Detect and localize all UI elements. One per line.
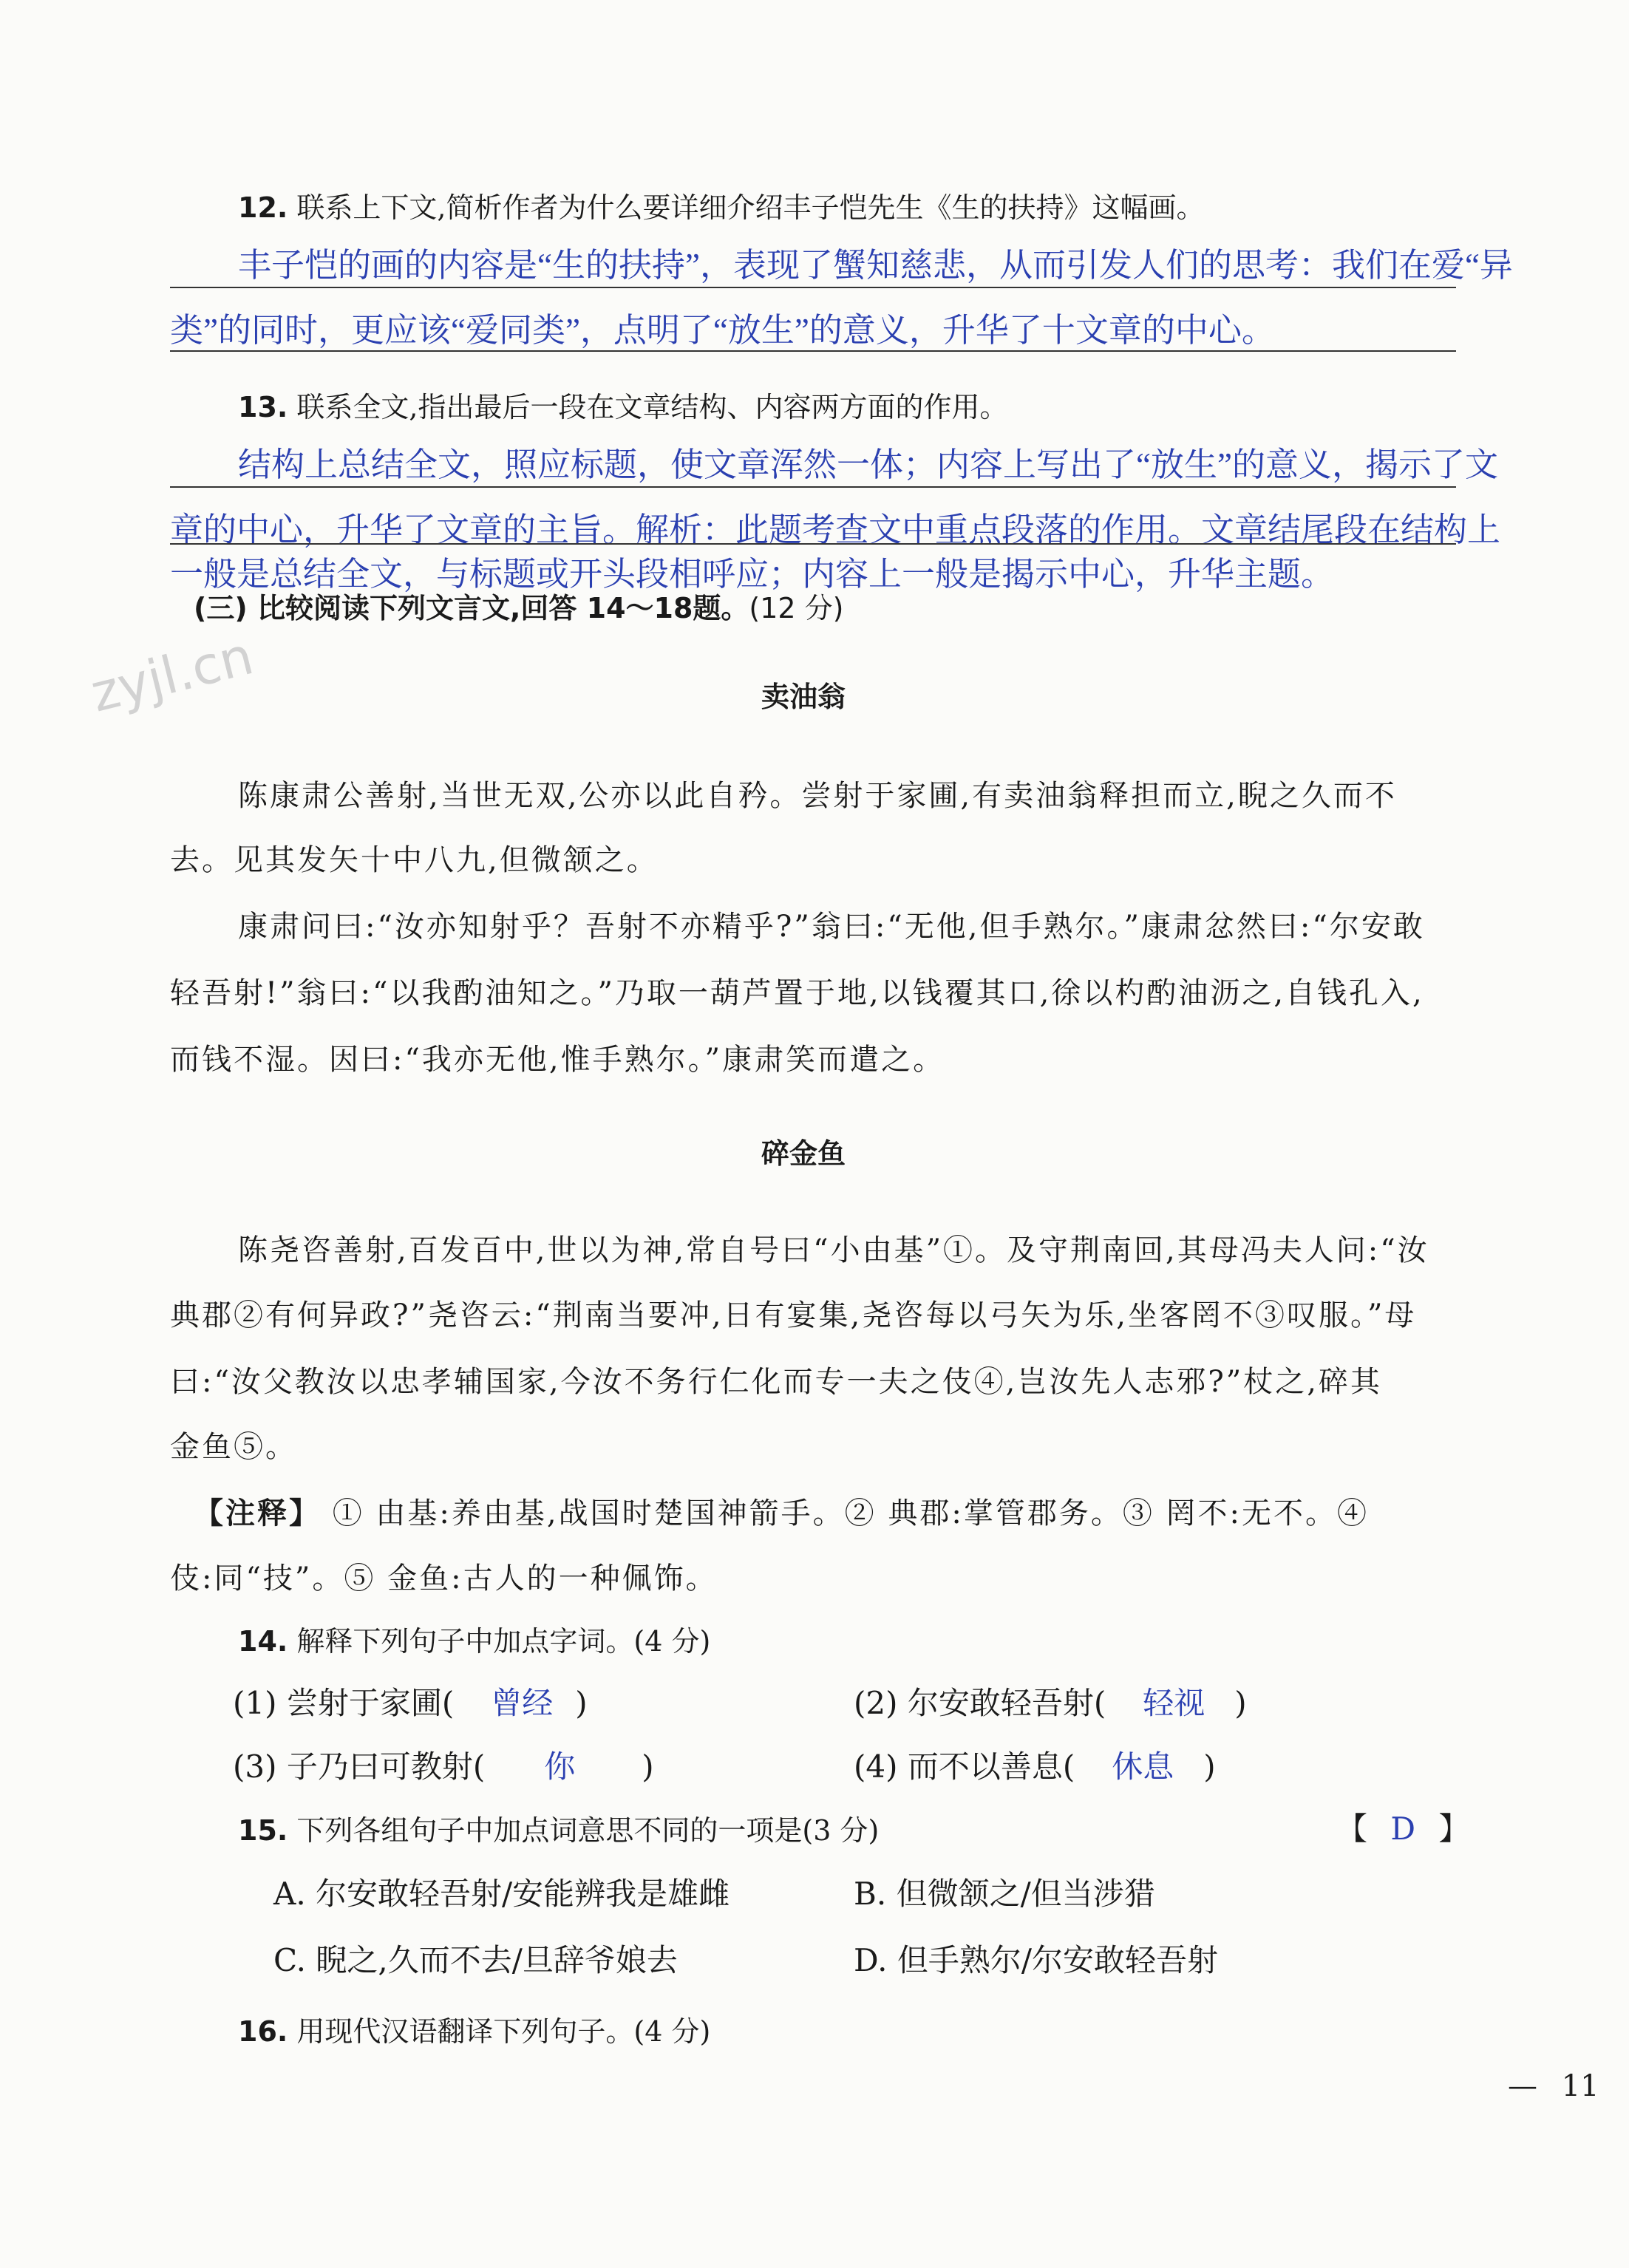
q12-answer-rule-2 <box>170 350 1456 352</box>
q15-text: 下列各组句子中加点词意思不同的一项是(3 分) <box>296 1814 880 1847</box>
notes-label: 【注释】 <box>194 1496 321 1530</box>
q13-answer-line-3: 一般是总结全文，与标题或开头段相呼应；内容上一般是揭示中心，升华主题。 <box>170 556 1335 593</box>
q12-number: 12. <box>238 191 288 224</box>
notes-line-1 <box>194 1490 1369 1532</box>
page-dash: — <box>1508 2069 1537 2103</box>
notes-text-1: ① 由基:养由基,战国时楚国神箭手。② 典郡:掌管郡务。③ 罔不:无不。④ <box>332 1496 1370 1530</box>
q14-item-2-close: ) <box>1234 1685 1247 1721</box>
passage2-line-3: 曰:“汝父教汝以忠孝辅国家,今汝不务行仁化而专一夫之伎④,岂汝先人志邪?”杖之,碎其 <box>170 1365 1382 1399</box>
page-number-value: 11 <box>1561 2069 1599 2103</box>
q12-answer-line-2: 类”的同时，更应该“爱同类”，点明了“放生”的意义，升华了十文章的中心。 <box>170 312 1275 349</box>
passage2-title: 碎金鱼 <box>761 1137 846 1170</box>
passage1-line-4: 轻吾射!”翁曰:“以我酌油知之。”乃取一葫芦置于地,以钱覆其口,徐以杓酌油沥之,自钱孔入, <box>170 976 1424 1010</box>
q14-prompt <box>238 1618 710 1659</box>
q12-answer-line-1: 丰子恺的画的内容是“生的扶持”，表现了蟹知慈悲，从而引发人们的思考：我们在爱“异 <box>238 247 1513 284</box>
passage1-line-5: 而钱不湿。因曰:“我亦无他,惟手熟尔。”康肃笑而遣之。 <box>170 1043 945 1077</box>
passage1-line-1: 陈康肃公善射,当世无双,公亦以此自矜。尝射于家圃,有卖油翁释担而立,睨之久而不 <box>238 779 1397 813</box>
q14-item-4-label: (4) 而不以善息( <box>854 1748 1075 1785</box>
q14-item-1-answer: 曾经 <box>491 1685 554 1721</box>
q13-answer-line-2: 章的中心，升华了文章的主旨。解析：此题考查文中重点段落的作用。文章结尾段在结构上 <box>170 511 1501 548</box>
section-3-heading <box>194 585 844 626</box>
q13-answer-rule-2 <box>170 543 1456 545</box>
q14-item-2 <box>854 1679 1247 1723</box>
q12-answer-rule-1 <box>170 287 1456 288</box>
q15-option-c[interactable]: C. 睨之,久而不去/旦辞爷娘去 <box>273 1942 678 1978</box>
q15-option-b[interactable]: B. 但微颔之/但当涉猎 <box>854 1876 1155 1912</box>
q15-bracket-close: 】 <box>1438 1811 1470 1847</box>
q15-answer-bracket <box>1336 1805 1469 1849</box>
q16-number: 16. <box>238 2015 288 2048</box>
passage1-title: 卖油翁 <box>761 681 846 713</box>
q14-item-4-answer: 休息 <box>1112 1748 1174 1785</box>
q14-item-2-label: (2) 尔安敢轻吾射( <box>854 1685 1106 1721</box>
q15-option-a[interactable]: A. 尔安敢轻吾射/安能辨我是雄雌 <box>273 1876 730 1912</box>
watermark: zyjl.cn <box>85 625 259 724</box>
passage2-line-1: 陈尧咨善射,百发百中,世以为神,常自号曰“小由基”①。及守荆南回,其母冯夫人问:“汝 <box>238 1233 1429 1267</box>
q14-item-1-close: ) <box>575 1685 588 1721</box>
q14-item-1 <box>233 1679 588 1723</box>
q14-text: 解释下列句子中加点字词。(4 分) <box>296 1625 711 1658</box>
q13-prompt <box>238 384 1008 425</box>
q14-number: 14. <box>238 1625 288 1658</box>
q14-item-4 <box>854 1743 1216 1787</box>
q13-text: 联系全文,指出最后一段在文章结构、内容两方面的作用。 <box>296 391 1008 423</box>
q13-number: 13. <box>238 391 288 423</box>
q14-item-1-label: (1) 尝射于家圃( <box>233 1685 455 1721</box>
q15-answer: D <box>1390 1811 1416 1847</box>
section-3-label: (三) 比较阅读下列文言文,回答 <box>194 592 577 624</box>
passage1-line-2: 去。见其发矢十中八九,但微颔之。 <box>170 843 659 877</box>
q12-text: 联系上下文,简析作者为什么要详细介绍丰子恺先生《生的扶持》这幅画。 <box>296 191 1205 224</box>
q14-item-3-answer: 你 <box>544 1748 576 1785</box>
passage2-line-2: 典郡②有何异政?”尧咨云:“荆南当要冲,日有宴集,尧咨每以弓矢为乐,坐客罔不③叹服。”母 <box>170 1298 1417 1332</box>
section-3-tail: 题。 <box>693 592 749 624</box>
q14-item-3-close: ) <box>642 1748 654 1785</box>
q16-prompt <box>238 2009 710 2049</box>
page-number <box>1508 2069 1599 2103</box>
q15-bracket-open: 【 <box>1336 1811 1368 1847</box>
q15-prompt <box>238 1808 879 1848</box>
q13-answer-line-1: 结构上总结全文，照应标题，使文章浑然一体；内容上写出了“放生”的意义，揭示了文 <box>238 446 1498 483</box>
section-3-range: 14～18 <box>586 592 693 624</box>
q14-item-2-answer: 轻视 <box>1143 1685 1205 1721</box>
q15-number: 15. <box>238 1814 288 1847</box>
section-3-score: (12 分) <box>749 592 844 624</box>
q12-prompt <box>238 185 1205 225</box>
notes-line-2: 伎:同“技”。⑤ 金鱼:古人的一种佩饰。 <box>170 1562 718 1596</box>
q14-item-4-close: ) <box>1203 1748 1216 1785</box>
q14-item-3 <box>233 1743 654 1787</box>
q14-item-3-label: (3) 子乃曰可教射( <box>233 1748 486 1785</box>
q16-text: 用现代汉语翻译下列句子。(4 分) <box>296 2015 711 2048</box>
passage2-line-4: 金鱼⑤。 <box>170 1430 297 1464</box>
passage1-line-3: 康肃问曰:“汝亦知射乎？吾射不亦精乎?”翁曰:“无他,但手熟尔。”康肃忿然曰:“尔安敢 <box>238 910 1425 944</box>
q13-answer-rule-1 <box>170 486 1456 488</box>
q15-option-d[interactable]: D. 但手熟尔/尔安敢轻吾射 <box>854 1942 1219 1978</box>
